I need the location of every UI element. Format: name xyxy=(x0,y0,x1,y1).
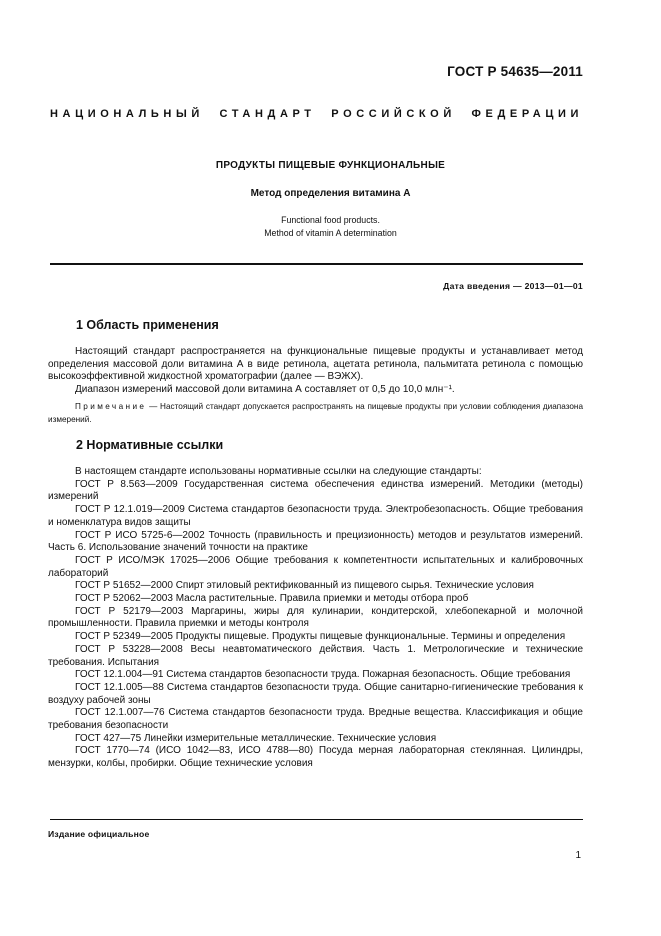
banner-word: ФЕДЕРАЦИИ xyxy=(471,108,583,120)
reference-item: ГОСТ 427—75 Линейки измерительные металлические. Технические условия xyxy=(75,732,437,744)
document-subtitle: Метод определения витамина А xyxy=(250,188,411,199)
section-2-body xyxy=(48,466,583,771)
reference-item: ГОСТ 12.1.007—76 Система стандартов безопасности труда. Вредные вещества. Классификация и общие требования безопасности xyxy=(48,707,583,732)
reference-item: ГОСТ Р 52062—2003 Масла растительные. Правила приемки и методы отбора проб xyxy=(75,593,469,605)
reference-item: ГОСТ Р ИСО 5725-6—2002 Точность (правильность и прецизионность) методов и результатов измерений. Часть 6. Использование значений точности на практике xyxy=(48,529,583,554)
paragraph: В настоящем стандарте использованы нормативные ссылки на следующие стандарты: xyxy=(75,466,482,477)
document-title: ПРОДУКТЫ ПИЩЕВЫЕ ФУНКЦИОНАЛЬНЫЕ xyxy=(215,160,446,171)
title-divider xyxy=(50,263,583,265)
page-number: 1 xyxy=(575,850,581,861)
reference-item: ГОСТ 1770—74 (ИСО 1042—83, ИСО 4788—80) Посуда мерная лабораторная стеклянная. Цилиндры, мензурки, колбы, пробирки. Общие технические условия xyxy=(48,745,583,770)
reference-item: ГОСТ Р 53228—2008 Весы неавтоматического действия. Часть 1. Метрологические и технические требования. Испытания xyxy=(48,643,583,668)
banner-word: СТАНДАРТ xyxy=(219,108,316,120)
banner-word: НАЦИОНАЛЬНЫЙ xyxy=(50,108,204,120)
reference-item: ГОСТ Р 8.563—2009 Государственная система обеспечения единства измерений. Методики (методы) измерений xyxy=(48,478,583,503)
official-edition-label: Издание официальное xyxy=(48,829,150,839)
english-title-line1: Functional food products. xyxy=(281,215,380,225)
section-1-heading: 1 Область применения xyxy=(76,318,219,332)
paragraph: Настоящий стандарт распространяется на функциональные пищевые продукты и устанавливает метод определения массовой доли витамина А в виде ретинола, ацетата ретинола, пальмитата ретинола с помощью высокоэффективной жидкостной хроматографии (далее — ВЭЖХ). xyxy=(48,346,583,383)
reference-item: ГОСТ Р 52179—2003 Маргарины, жиры для кулинарии, кондитерской, хлебопекарной и молочной промышленности. Правила приемки и методы контроля xyxy=(48,605,583,630)
reference-item: ГОСТ 12.1.005—88 Система стандартов безопасности труда. Общие санитарно-гигиенические требования к воздуху рабочей зоны xyxy=(48,681,583,706)
section-2-heading: 2 Нормативные ссылки xyxy=(76,438,224,452)
reference-item: ГОСТ 12.1.004—91 Система стандартов безопасности труда. Пожарная безопасность. Общие требования xyxy=(75,669,571,681)
national-standard-banner xyxy=(50,108,583,120)
section-1-body xyxy=(48,346,583,397)
introduction-date: Дата введения — 2013—01—01 xyxy=(443,281,583,291)
paragraph: Диапазон измерений массовой доли витамина А составляет от 0,5 до 10,0 млн⁻¹. xyxy=(75,384,455,396)
reference-item: ГОСТ Р 12.1.019—2009 Система стандартов безопасности труда. Электробезопасность. Общие требования и номенклатура видов защиты xyxy=(48,504,583,528)
footer-divider xyxy=(50,819,583,820)
standard-code: ГОСТ Р 54635—2011 xyxy=(447,64,583,79)
note-paragraph xyxy=(48,401,583,426)
note-text: — Настоящий стандарт допускается распространять на пищевые продукты при условии соблюдения диапазона измерений. xyxy=(48,402,583,424)
reference-item: ГОСТ Р 51652—2000 Спирт этиловый ректификованный из пищевого сырья. Технические условия xyxy=(75,580,534,592)
reference-item: ГОСТ Р ИСО/МЭК 17025—2006 Общие требования к компетентности испытательных и калибровочных лабораторий xyxy=(48,554,583,579)
section-1-note xyxy=(48,401,583,426)
note-label: Примечание xyxy=(75,402,147,411)
banner-word: РОССИЙСКОЙ xyxy=(331,108,456,120)
english-title-line2: Method of vitamin A determination xyxy=(264,228,397,238)
reference-item: ГОСТ Р 52349—2005 Продукты пищевые. Продукты пищевые функциональные. Термины и определения xyxy=(75,631,566,643)
